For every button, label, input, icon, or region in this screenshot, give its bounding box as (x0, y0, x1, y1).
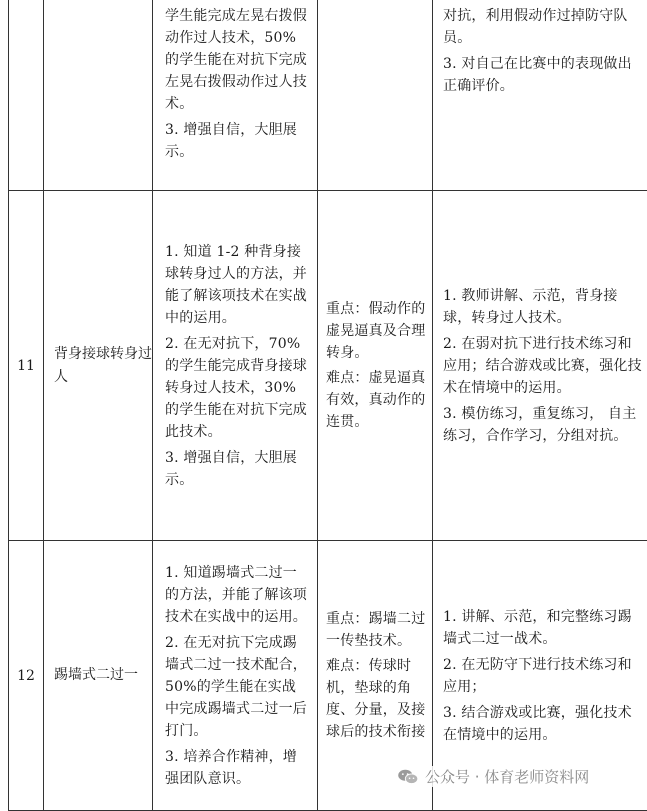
goal-text: 3. 增强自信，大胆展示。 (153, 447, 317, 491)
method-text: 2. 在无防守下进行技术练习和应用； (433, 654, 647, 698)
wechat-icon (397, 769, 419, 785)
goal-text: 2. 在无对抗下，70%的学生能完成背身接球转身过人技术，30%的学生能在对抗下完成此技术。 (153, 333, 317, 443)
method-text: 1. 教师讲解、示范，背身接球，转身过人技术。 (433, 285, 647, 329)
goals-cell (153, 191, 318, 541)
method-text: 2. 在弱对抗下进行技术练习和应用；结合游戏或比赛，强化技术在情境中的运用。 (433, 333, 647, 399)
watermark (393, 766, 593, 787)
goals-cell (153, 0, 318, 191)
method-text: 对抗，利用假动作过掉防守队员。 (433, 5, 647, 49)
goal-text: 1. 知道 1-2 种背身接球转身过人的方法，并能了解该项技术在实战中的运用。 (153, 241, 317, 329)
methods-cell (433, 191, 647, 541)
row-number: 12 (9, 541, 44, 811)
method-text: 3. 模仿练习，重复练习， 自主练习，合作学习，分组对抗。 (433, 403, 647, 447)
lesson-name (44, 0, 153, 191)
key-text: 难点：传球时机，垫球的角度、分量，及接球后的技术衔接 (318, 655, 432, 743)
goal-text: 学生能完成左晃右拨假动作过人技术，50%的学生能在对抗下完成左晃右拨假动作过人技术。 (153, 5, 317, 115)
key-points-cell (318, 191, 433, 541)
goal-text: 1. 知道踢墙式二过一的方法，并能了解该项技术在实战中的运用。 (153, 562, 317, 628)
lesson-plan-table (8, 0, 647, 811)
key-text: 重点：假动作的虚晃逼真及合理转身。 (318, 298, 432, 364)
row-number (9, 0, 44, 191)
key-text: 重点：踢墙二过一传垫技术。 (318, 608, 432, 652)
table-row (9, 0, 647, 191)
method-text: 3. 结合游戏或比赛，强化技术在情境中的运用。 (433, 702, 647, 746)
goal-text: 3. 增强自信，大胆展示。 (153, 119, 317, 163)
table-row (9, 191, 647, 541)
method-text: 1. 讲解、示范，和完整练习踢墙式二过一战术。 (433, 606, 647, 650)
lesson-name: 踢墙式二过一 (44, 541, 153, 811)
watermark-text: 公众号 · 体育老师资料网 (425, 766, 589, 787)
goal-text: 3. 培养合作精神，增强团队意识。 (153, 746, 317, 790)
key-text: 难点：虚晃逼真有效，真动作的连贯。 (318, 367, 432, 433)
lesson-name: 背身接球转身过人 (44, 191, 153, 541)
key-points-cell (318, 0, 433, 191)
method-text: 3. 对自己在比赛中的表现做出正确评价。 (433, 53, 647, 97)
goal-text: 2. 在无对抗下完成踢墙式二过一技术配合，50%的学生能在实战中完成踢墙式二过一后打门。 (153, 632, 317, 742)
methods-cell (433, 0, 647, 191)
goals-cell (153, 541, 318, 811)
row-number: 11 (9, 191, 44, 541)
